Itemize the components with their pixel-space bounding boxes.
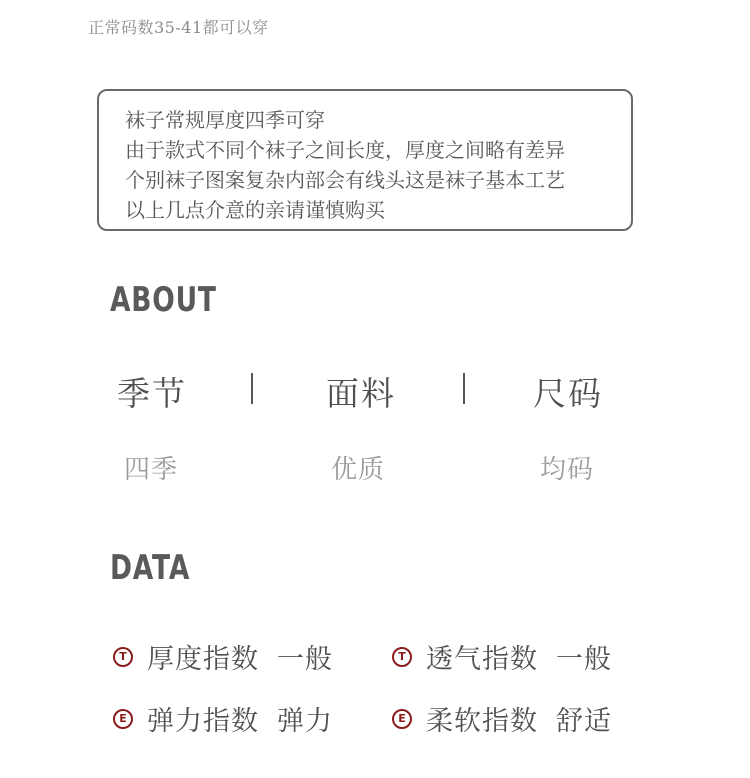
metric-elasticity <box>113 699 333 738</box>
metric-name: 柔软指数 <box>426 706 538 737</box>
t-circle-icon: T <box>113 647 133 667</box>
notice-line: 个别袜子图案复杂内部会有线头这是袜子基本工艺 <box>125 168 565 192</box>
season-value: 四季 <box>124 455 179 485</box>
divider <box>463 373 465 404</box>
divider <box>251 373 253 404</box>
e-circle-icon: E <box>392 709 412 729</box>
metric-breathability <box>392 637 612 676</box>
notice-line: 由于款式不同个袜子之间长度，厚度之间略有差异 <box>125 138 565 162</box>
t-circle-icon: T <box>392 647 412 667</box>
size-note: 正常码数35-41都可以穿 <box>88 18 269 37</box>
data-heading: DATA <box>110 548 191 588</box>
metric-name: 弹力指数 <box>147 706 259 737</box>
size-value: 均码 <box>540 455 595 485</box>
metric-value: 舒适 <box>556 706 612 737</box>
notice-line: 袜子常规厚度四季可穿 <box>125 108 325 132</box>
metric-value: 弹力 <box>277 706 333 737</box>
size-label: 尺码 <box>533 374 603 413</box>
season-label: 季节 <box>117 374 187 413</box>
metric-softness <box>392 699 612 738</box>
fabric-value: 优质 <box>331 455 386 485</box>
metric-name: 厚度指数 <box>147 644 259 675</box>
notice-box <box>97 89 633 231</box>
e-circle-icon: E <box>113 709 133 729</box>
metric-name: 透气指数 <box>426 644 538 675</box>
about-heading: ABOUT <box>110 280 217 320</box>
notice-line: 以上几点介意的亲请谨慎购买 <box>125 198 385 222</box>
fabric-label: 面料 <box>326 374 396 413</box>
metric-value: 一般 <box>556 644 612 675</box>
metric-value: 一般 <box>277 644 333 675</box>
metric-thickness <box>113 637 333 676</box>
